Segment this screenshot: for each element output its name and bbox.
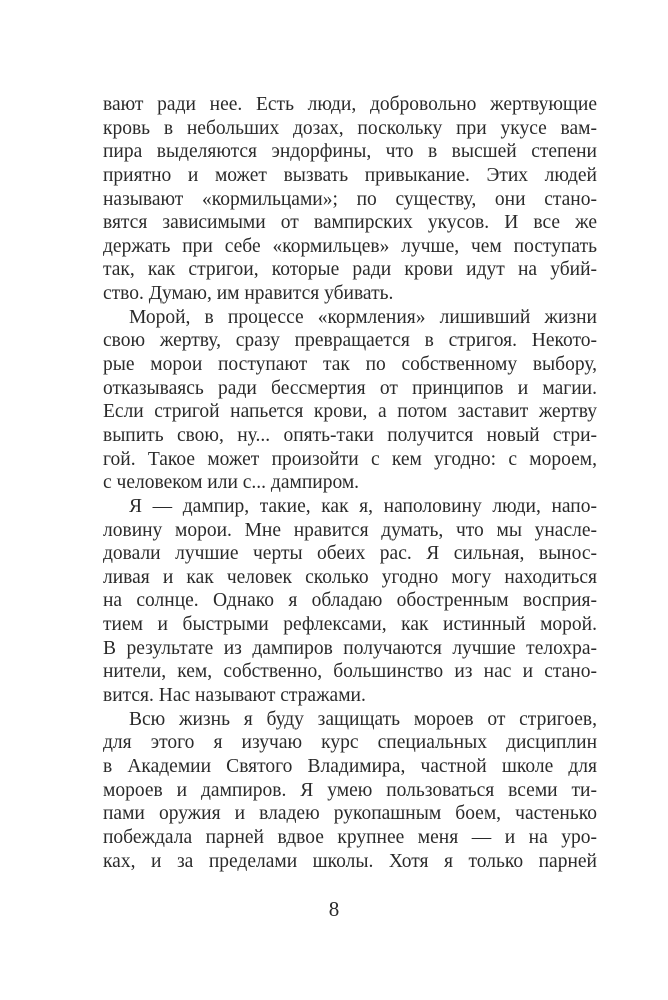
text-line: на солнце. Однако я обладаю обостренным восприя- (103, 590, 597, 612)
text-line: держать при себе «кормильцев» лучше, чем поступать (103, 235, 597, 257)
text-line: выпить свою, ну... опять-таки получится новый стри- (103, 424, 597, 446)
text-line: ливая и как человек сколько угодно могу находиться (103, 566, 597, 588)
text-line: ках, и за пределами школы. Хотя я только парней (103, 850, 597, 872)
text-line: отказываясь ради бессмертия от принципов и магии. (103, 377, 597, 399)
text-line: тием и быстрыми рефлексами, как истинный морой. (103, 614, 597, 636)
text-line: рые морои поступают так по собственному выбору, (103, 354, 597, 376)
text-line: вится. Нас называют стражами. (103, 685, 366, 707)
paragraph (103, 495, 597, 708)
text-line: ство. Думаю, им нравится убивать. (103, 283, 394, 305)
text-line: Всю жизнь я буду защищать мороев от стригоев, (129, 708, 597, 730)
page-number: 8 (328, 897, 340, 921)
text-line: В результате из дампиров получаются лучшие телохра- (103, 637, 597, 659)
text-line: вают ради нее. Есть люди, добровольно жертвующие (103, 94, 597, 115)
text-line: побеждала парней вдвое крупнее меня — и на уро- (103, 826, 597, 848)
text-line: Я — дампир, такие, как я, наполовину люди, напо- (129, 495, 597, 517)
text-line: приятно и может вызвать привыкание. Этих людей (103, 164, 597, 186)
text-line: вятся зависимыми от вампирских укусов. И все же (103, 212, 597, 234)
text-line: пира выделяются эндорфины, что в высшей степени (103, 141, 597, 163)
text-line: гой. Такое может произойти с кем угодно: с мороем, (103, 448, 597, 470)
text-line: так, как стригои, которые ради крови идут на убий- (103, 259, 597, 281)
paragraph (103, 93, 597, 306)
text-line: свою жертву, сразу превращается в стригоя. Некото- (103, 330, 597, 352)
page-body-text (103, 93, 597, 873)
text-line: нители, кем, собственно, большинство из нас и стано- (103, 661, 597, 683)
text-line: пами оружия и владею рукопашным боем, частенько (103, 803, 597, 825)
text-line: в Академии Святого Владимира, частной школе для (103, 755, 597, 777)
paragraph (103, 708, 597, 873)
text-line: с человеком или с... дампиром. (103, 472, 360, 494)
text-line: Морой, в процессе «кормления» лишивший жизни (129, 306, 597, 328)
text-line: Если стригой напьется крови, а потом заставит жертву (103, 401, 597, 423)
text-line: для этого я изучаю курс специальных дисциплин (103, 732, 597, 754)
paragraph (103, 306, 597, 495)
text-line: мороев и дампиров. Я умею пользоваться всеми ти- (103, 779, 597, 801)
text-line: ловину морои. Мне нравится думать, что мы унасле- (103, 519, 597, 541)
text-line: довали лучшие черты обеих рас. Я сильная, вынос- (103, 543, 597, 565)
text-line: называют «кормильцами»; по существу, они стано- (103, 188, 597, 210)
text-line: кровь в небольших дозах, поскольку при укусе вам- (103, 117, 597, 139)
